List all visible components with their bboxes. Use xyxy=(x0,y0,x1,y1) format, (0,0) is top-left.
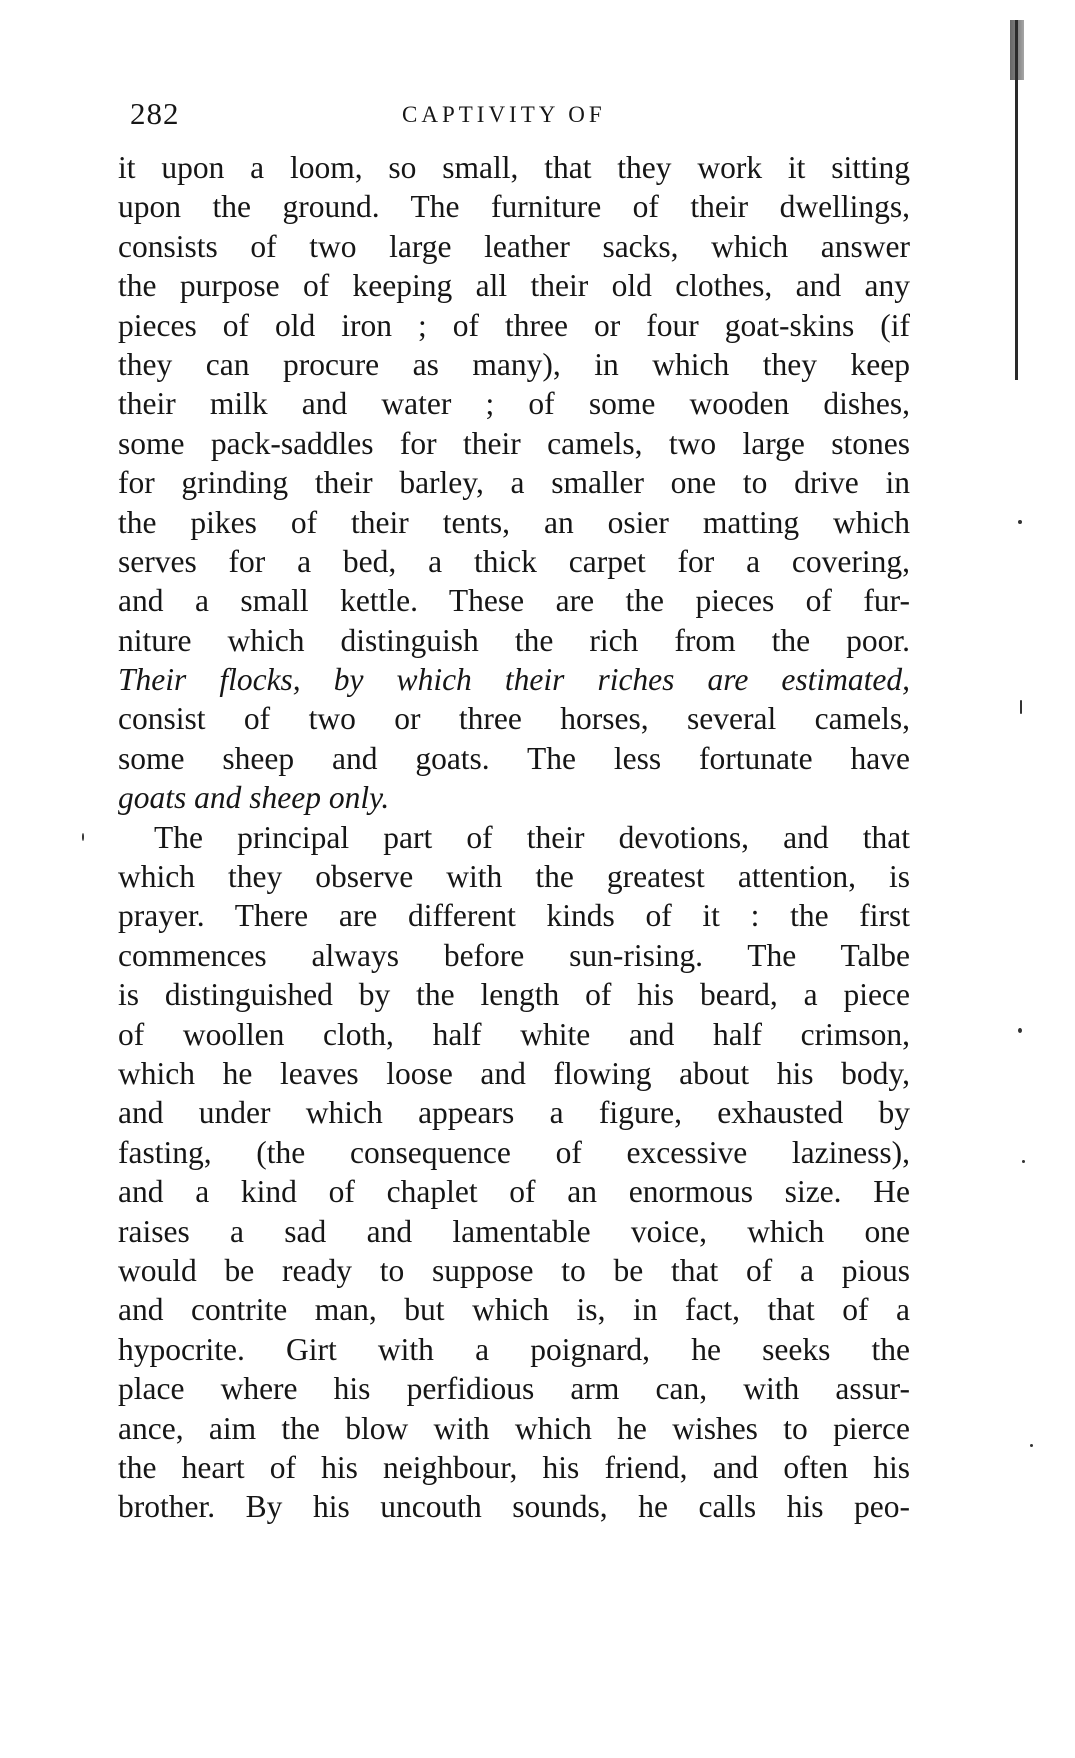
scan-speck xyxy=(1018,1028,1022,1033)
text-line: and a kind of chaplet of an enormous size. He xyxy=(118,1174,910,1210)
text-line: consist of two or three horses, several camels, xyxy=(118,701,910,737)
text-line: upon the ground. The furniture of their dwellings, xyxy=(118,189,910,225)
text-line: place where his perfidious arm can, with assur- xyxy=(118,1371,910,1407)
scan-speck xyxy=(82,833,84,841)
text-line: is distinguished by the length of his beard, a piece xyxy=(118,977,910,1013)
text-line: commences always before sun-rising. The Talbe xyxy=(118,937,910,973)
text-line: hypocrite. Girt with a poignard, he seeks the xyxy=(118,1331,910,1367)
body-text xyxy=(118,148,910,1527)
scan-speck xyxy=(1022,1160,1025,1163)
text-line: for grinding their barley, a smaller one to drive in xyxy=(118,465,910,501)
page-header xyxy=(130,96,910,140)
text-line: and contrite man, but which is, in fact, that of a xyxy=(118,1292,910,1328)
text-line: their milk and water ; of some wooden dishes, xyxy=(118,386,910,422)
text-line: raises a sad and lamentable voice, which one xyxy=(118,1213,910,1249)
text-line: which they observe with the greatest attention, is xyxy=(118,859,910,895)
text-line: the purpose of keeping all their old clothes, and any xyxy=(118,268,910,304)
text-line: brother. By his uncouth sounds, he calls his peo- xyxy=(118,1489,910,1525)
text-line: The principal part of their devotions, and that xyxy=(154,819,910,855)
text-line: it upon a loom, so small, that they work it sitting xyxy=(118,150,910,185)
text-line: Their flocks, by which their riches are estimated, xyxy=(118,662,910,698)
scan-speck xyxy=(1030,1444,1033,1447)
text-line: prayer. There are different kinds of it : the first xyxy=(118,898,910,934)
text-line: the heart of his neighbour, his friend, and often his xyxy=(118,1449,910,1485)
text-line: and a small kettle. These are the pieces of fur- xyxy=(118,583,910,619)
text-line: fasting, (the consequence of excessive laziness), xyxy=(118,1134,910,1170)
text-line: of woollen cloth, half white and half crimson, xyxy=(118,1016,910,1052)
page-number: 282 xyxy=(130,96,180,131)
text-line: which he leaves loose and flowing about his body, xyxy=(118,1055,910,1091)
text-line: consists of two large leather sacks, which answer xyxy=(118,228,910,264)
text-line: some sheep and goats. The less fortunate have xyxy=(118,740,910,776)
text-line: niture which distinguish the rich from the poor. xyxy=(118,622,910,658)
text-line: goats and sheep only. xyxy=(118,780,390,816)
text-line: ance, aim the blow with which he wishes to pierce xyxy=(118,1410,910,1446)
text-line: serves for a bed, a thick carpet for a covering, xyxy=(118,543,910,579)
text-line: some pack-saddles for their camels, two large stones xyxy=(118,425,910,461)
running-head: CAPTIVITY OF xyxy=(402,102,606,127)
text-line: they can procure as many), in which they keep xyxy=(118,346,910,382)
scan-speck xyxy=(1020,700,1022,714)
text-line: would be ready to suppose to be that of a pious xyxy=(118,1252,910,1288)
text-line: and under which appears a figure, exhausted by xyxy=(118,1095,910,1131)
text-line: pieces of old iron ; of three or four goat-skins (if xyxy=(118,307,910,343)
scan-speck xyxy=(1018,520,1022,524)
text-line: the pikes of their tents, an osier matting which xyxy=(118,504,910,540)
scan-margin-line xyxy=(1015,20,1018,380)
